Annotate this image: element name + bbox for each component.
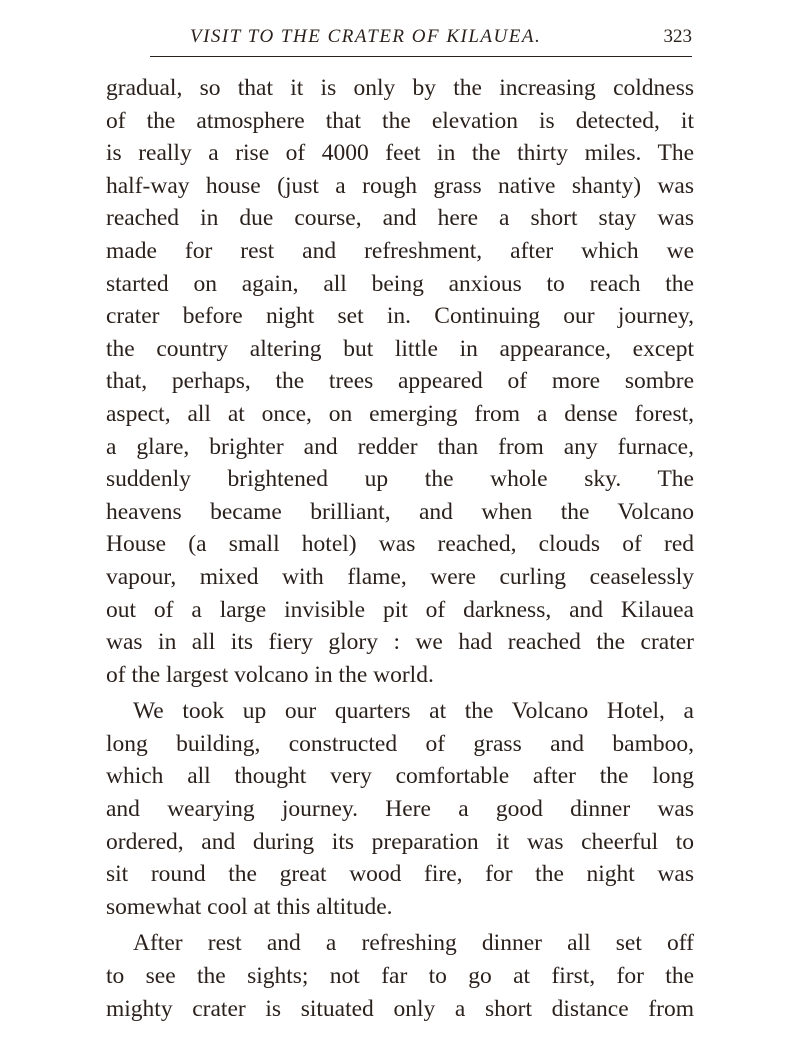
header-rule — [150, 56, 692, 57]
text-line: out of a large invisible pit of darkness, and Kilauea — [106, 596, 694, 623]
text-line: half-way house (just a rough grass native shanty) was — [106, 172, 694, 199]
text-line: We took up our quarters at the Volcano Hotel, a — [133, 698, 694, 725]
text-line: which all thought very comfortable after the long — [106, 763, 694, 790]
text-line: reached in due course, and here a short stay was — [106, 205, 694, 232]
text-line: made for rest and refreshment, after which we — [106, 237, 694, 264]
text-line: the country altering but little in appearance, except — [106, 335, 694, 362]
text-line: somewhat cool at this altitude. — [106, 893, 393, 920]
text-line: a glare, brighter and redder than from any furnace, — [106, 433, 694, 460]
text-line: After rest and a refreshing dinner all set off — [133, 930, 694, 957]
text-line: long building, constructed of grass and bamboo, — [106, 730, 694, 757]
page-header — [108, 20, 692, 60]
text-line: heavens became brilliant, and when the Volcano — [106, 498, 694, 525]
text-line: gradual, so that it is only by the increasing coldness — [106, 75, 694, 101]
running-title: VISIT TO THE CRATER OF KILAUEA. — [190, 26, 542, 47]
text-line: vapour, mixed with flame, were curling ceaselessly — [106, 563, 694, 590]
body-text — [106, 72, 694, 1025]
text-line: of the atmosphere that the elevation is detected, it — [106, 107, 694, 134]
text-line: suddenly brightened up the whole sky. The — [106, 466, 694, 493]
text-line: crater before night set in. Continuing our journey, — [106, 303, 694, 330]
text-line: started on again, all being anxious to reach the — [106, 270, 694, 297]
page-number: 323 — [663, 26, 692, 47]
text-line: to see the sights; not far to go at first, for the — [106, 963, 694, 990]
text-line: of the largest volcano in the world. — [106, 661, 434, 688]
text-line: and wearying journey. Here a good dinner was — [106, 796, 694, 823]
text-line: aspect, all at once, on emerging from a dense forest, — [106, 400, 694, 427]
text-line: was in all its fiery glory : we had reached the crater — [106, 629, 694, 656]
text-line: is really a rise of 4000 feet in the thirty miles. The — [106, 140, 694, 167]
text-line: ordered, and during its preparation it was cheerful to — [106, 828, 694, 855]
text-line: House (a small hotel) was reached, clouds of red — [106, 531, 694, 558]
text-line: sit round the great wood fire, for the night was — [106, 861, 694, 888]
text-line: mighty crater is situated only a short distance from — [106, 995, 694, 1022]
text-line: that, perhaps, the trees appeared of more sombre — [106, 368, 694, 395]
